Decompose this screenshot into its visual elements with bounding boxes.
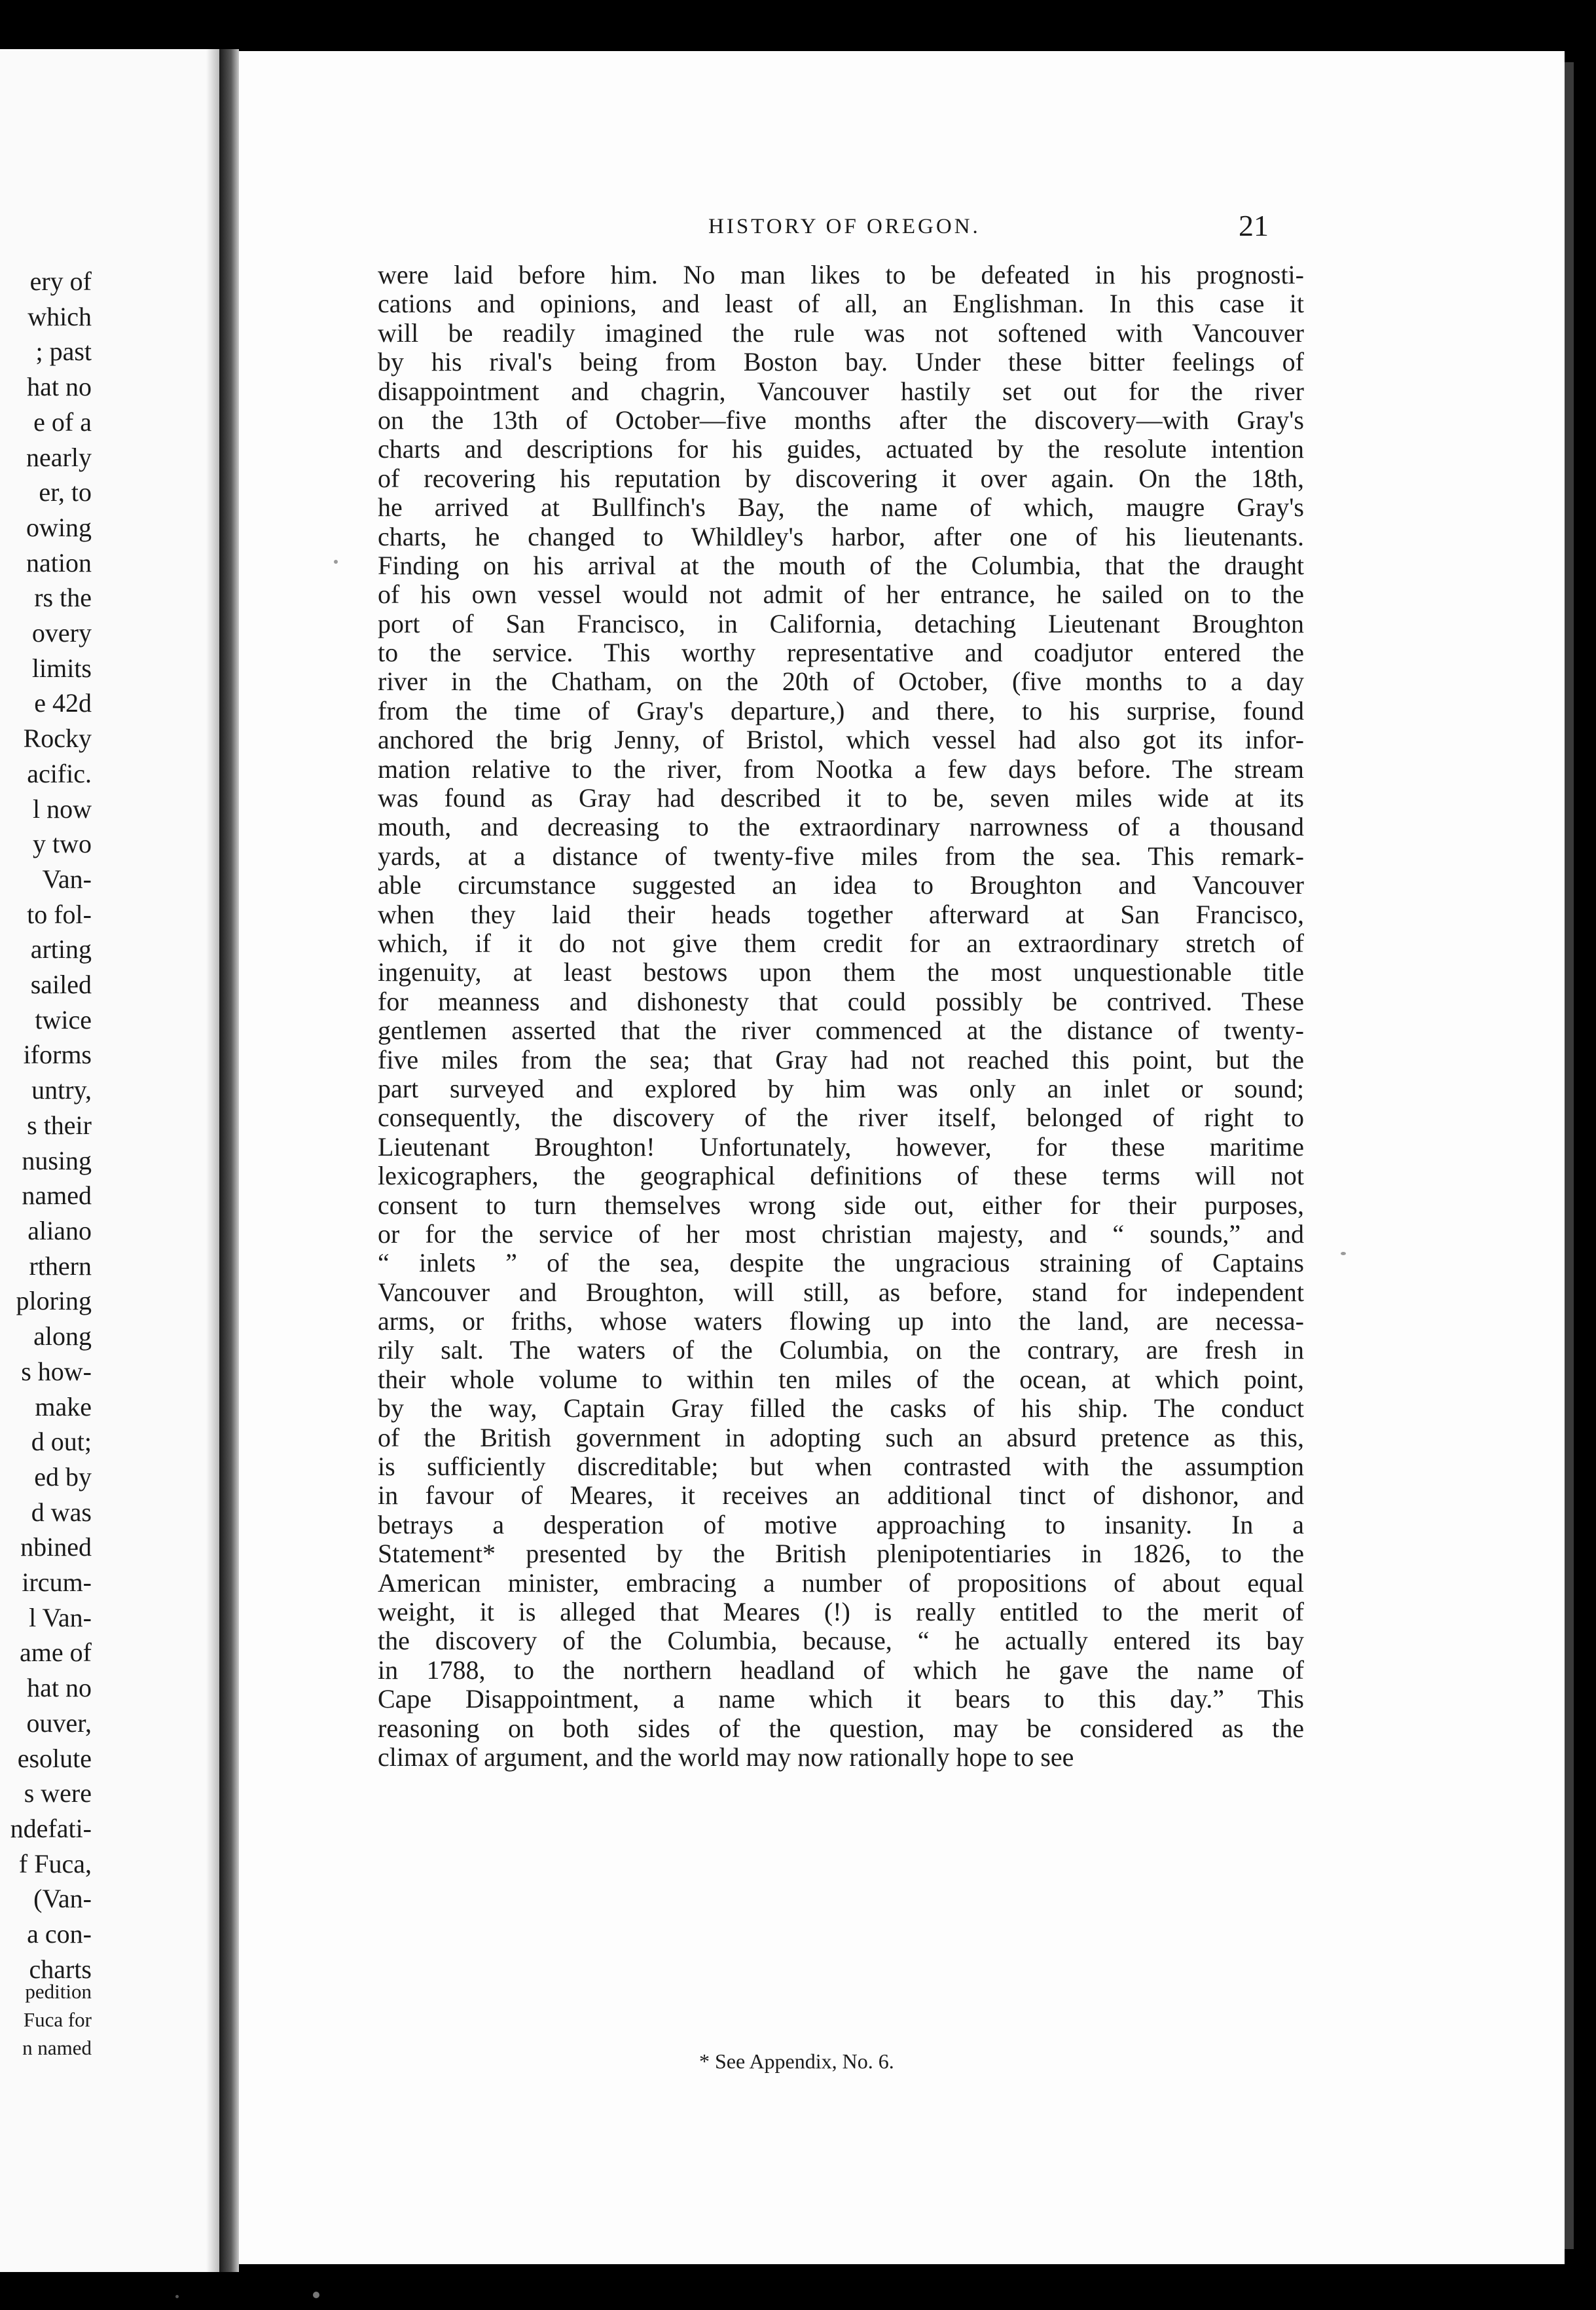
left-page-line: e of a <box>33 407 92 437</box>
left-page-line: limits <box>31 653 92 683</box>
body-line: for meanness and dishonesty that could possibly be contrived. These <box>378 986 1304 1016</box>
left-footnote-line: Fuca for <box>23 2008 92 2031</box>
left-footnote-line: pedition <box>25 1980 92 2003</box>
left-page-line: l Van- <box>29 1602 92 1632</box>
body-line: mation relative to the river, from Nootka a few days before. The stream <box>378 754 1304 784</box>
running-head: HISTORY OF OREGON. <box>708 215 981 238</box>
body-line: five miles from the sea; that Gray had not reached this point, but the <box>378 1044 1304 1074</box>
left-page-line: nearly <box>26 442 92 472</box>
body-line: by the way, Captain Gray filled the casks of his ship. The conduct <box>378 1393 1304 1423</box>
body-line: were laid before him. No man likes to be defeated in his prognosti- <box>378 260 1304 289</box>
body-line: “ inlets ” of the sea, despite the ungracious straining of Captains <box>378 1248 1304 1278</box>
left-page-footnote-fragments <box>0 1977 92 2062</box>
body-line: betrays a desperation of motive approaching to insanity. In a <box>378 1509 1304 1539</box>
body-line: able circumstance suggested an idea to Broughton and Vancouver <box>378 870 1304 900</box>
body-line: consequently, the discovery of the river itself, belonged of right to <box>378 1103 1304 1133</box>
left-page-gutter-shadow <box>206 49 219 2272</box>
left-page-line: named <box>22 1181 92 1211</box>
body-line: Lieutenant Broughton! Unfortunately, however, for these maritime <box>378 1131 1304 1162</box>
body-line: part surveyed and explored by him was only an inlet or sound; <box>378 1073 1304 1103</box>
left-page-line: s their <box>27 1110 92 1140</box>
body-line: by his rival's being from Boston bay. Under these bitter feelings of <box>378 347 1304 377</box>
scan-speck <box>334 560 338 564</box>
left-page-line: arting <box>30 934 92 964</box>
body-line: port of San Francisco, in California, detaching Lieutenant Broughton <box>378 608 1304 638</box>
left-page-line: Van- <box>42 864 92 894</box>
body-line: the discovery of the Columbia, because, “ he actually entered its bay <box>378 1626 1304 1656</box>
body-line: river in the Chatham, on the 20th of October, (five months to a day <box>378 667 1304 697</box>
left-page-line: to fol- <box>27 899 92 929</box>
body-line: will be readily imagined the rule was not softened with Vancouver <box>378 318 1304 348</box>
body-line: of the British government in adopting such an absurd pretence as this, <box>378 1422 1304 1452</box>
left-page-line: acific. <box>27 758 92 788</box>
body-line: their whole volume to within ten miles of the ocean, at which point, <box>378 1364 1304 1394</box>
left-page-line: charts <box>29 1954 92 1984</box>
body-line: which, if it do not give them credit for an extraordinary stretch of <box>378 928 1304 958</box>
scan-speck <box>175 2295 179 2298</box>
left-page-line: owing <box>26 512 92 542</box>
left-page-line: along <box>33 1321 92 1351</box>
body-line: charts and descriptions for his guides, actuated by the resolute intention <box>378 434 1304 464</box>
left-page-line: ame of <box>20 1638 92 1668</box>
left-page-line: ouver, <box>26 1708 92 1738</box>
left-page-line: a con- <box>27 1919 92 1949</box>
body-line: Cape Disappointment, a name which it bears to this day.” This <box>378 1684 1304 1714</box>
left-page-line: er, to <box>39 477 92 507</box>
body-line: in favour of Meares, it receives an additional tinct of dishonor, and <box>378 1480 1304 1511</box>
body-line: disappointment and chagrin, Vancouver hastily set out for the river <box>378 376 1304 406</box>
body-line: anchored the brig Jenny, of Bristol, which vessel had also got its infor- <box>378 725 1304 755</box>
left-page-line: d out; <box>31 1427 92 1457</box>
body-line: Finding on his arrival at the mouth of the Columbia, that the draught <box>378 550 1304 580</box>
body-line: arms, or friths, whose waters flowing up into the land, are necessa- <box>378 1306 1304 1336</box>
left-page-line: nbined <box>20 1532 92 1562</box>
page-body-text <box>378 261 1304 1772</box>
left-page-line: hat no <box>27 1673 92 1703</box>
left-facing-page <box>0 49 219 2272</box>
left-page-line: d was <box>31 1497 92 1527</box>
left-page-line: y two <box>33 829 92 859</box>
page-number: 21 <box>1239 209 1269 242</box>
body-line: Statement* presented by the British plenipotentiaries in 1826, to the <box>378 1539 1304 1569</box>
body-line: when they laid their heads together afterward at San Francisco, <box>378 899 1304 929</box>
body-line: American minister, embracing a number of propositions of about equal <box>378 1568 1304 1598</box>
body-line: mouth, and decreasing to the extraordinary narrowness of a thousand <box>378 812 1304 842</box>
body-line: charts, he changed to Whildley's harbor, after one of his lieutenants. <box>378 521 1304 551</box>
body-line: he arrived at Bullfinch's Bay, the name of which, maugre Gray's <box>378 492 1304 522</box>
left-page-line: nation <box>26 547 92 578</box>
left-page-line: f Fuca, <box>18 1848 92 1879</box>
body-line: ingenuity, at least bestows upon them the most unquestionable title <box>378 957 1304 987</box>
body-line: was found as Gray had described it to be, seven miles wide at its <box>378 783 1304 813</box>
body-line: weight, it is alleged that Meares (!) is really entitled to the merit of <box>378 1596 1304 1626</box>
left-page-text-fragments <box>0 264 92 1987</box>
scan-speck <box>313 2292 319 2298</box>
left-page-line: ery of <box>29 266 92 296</box>
left-page-line: sailed <box>30 970 92 1000</box>
left-page-line: ndefati- <box>10 1813 92 1843</box>
body-line: consent to turn themselves wrong side out, either for their purposes, <box>378 1190 1304 1220</box>
left-page-line: esolute <box>17 1743 92 1773</box>
left-page-line: e 42d <box>34 688 92 718</box>
left-page-line: ; past <box>35 337 92 367</box>
right-page-edge <box>1565 62 1574 2249</box>
left-page-line: hat no <box>27 372 92 402</box>
body-line: or for the service of her most christian majesty, and “ sounds,” and <box>378 1219 1304 1249</box>
left-page-line: ircum- <box>22 1568 92 1598</box>
body-line: reasoning on both sides of the question, may be considered as the <box>378 1713 1304 1743</box>
left-page-line: ed by <box>34 1461 92 1492</box>
body-line: is sufficiently discreditable; but when contrasted with the assumption <box>378 1452 1304 1482</box>
left-page-line: s how- <box>21 1356 92 1386</box>
body-line: lexicographers, the geographical definitions of these terms will not <box>378 1161 1304 1191</box>
body-line: Vancouver and Broughton, will still, as before, stand for independent <box>378 1277 1304 1307</box>
body-line: climax of argument, and the world may now rationally hope to see <box>378 1742 1074 1772</box>
left-page-line: make <box>35 1391 92 1421</box>
body-line: of recovering his reputation by discovering it over again. On the 18th, <box>378 463 1304 493</box>
left-page-line: s were <box>24 1778 92 1808</box>
body-line: rily salt. The waters of the Columbia, on the contrary, are fresh in <box>378 1335 1304 1365</box>
body-line: gentlemen asserted that the river commenced at the distance of twenty- <box>378 1016 1304 1046</box>
left-page-line: (Van- <box>33 1884 92 1914</box>
body-line: yards, at a distance of twenty-five miles from the sea. This remark- <box>378 841 1304 871</box>
footnote: * See Appendix, No. 6. <box>699 2049 894 2073</box>
left-page-line: ploring <box>16 1286 92 1316</box>
left-page-line: which <box>27 301 92 331</box>
left-footnote-line: n named <box>22 2036 92 2059</box>
left-page-line: aliano <box>27 1215 92 1245</box>
left-page-line: overy <box>31 618 92 648</box>
left-page-line: Rocky <box>23 724 92 754</box>
left-page-line: rs the <box>34 583 92 613</box>
left-page-line: l now <box>33 794 92 824</box>
body-line: in 1788, to the northern headland of which he gave the name of <box>378 1655 1304 1685</box>
body-line: cations and opinions, and least of all, an Englishman. In this case it <box>378 289 1304 319</box>
left-page-line: iforms <box>23 1040 92 1070</box>
body-line: from the time of Gray's departure,) and there, to his surprise, found <box>378 695 1304 725</box>
left-page-line: nusing <box>22 1145 92 1175</box>
left-page-line: twice <box>35 1004 92 1035</box>
body-line: to the service. This worthy representative and coadjutor entered the <box>378 638 1304 668</box>
body-line: of his own vessel would not admit of her entrance, he sailed on to the <box>378 579 1304 610</box>
book-gutter <box>219 49 239 2272</box>
body-line: on the 13th of October—five months after the discovery—with Gray's <box>378 405 1304 435</box>
left-page-line: rthern <box>29 1251 92 1281</box>
left-page-line: untry, <box>31 1075 92 1105</box>
scan-speck <box>1341 1252 1346 1255</box>
